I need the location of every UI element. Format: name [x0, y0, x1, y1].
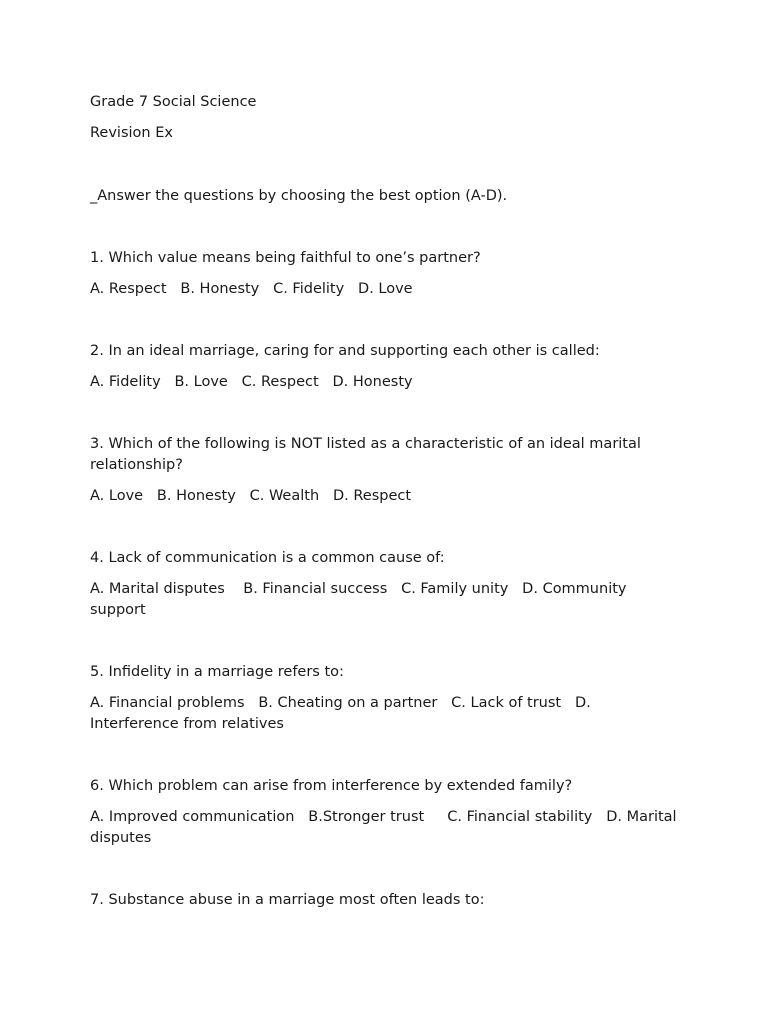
question-options: A. Fidelity B. Love C. Respect D. Honesty — [90, 374, 413, 390]
question-options: A. Marital disputes B. Financial success C. Family unity D. Community support — [90, 581, 632, 618]
question-4 — [90, 548, 680, 621]
grade-title: Grade 7 Social Science — [90, 94, 257, 110]
question-5 — [90, 662, 680, 735]
instruction-text: _Answer the questions by choosing the best option (A-D). — [90, 188, 508, 204]
revision-subtitle: Revision Ex — [90, 125, 173, 141]
question-text: 6. Which problem can arise from interference by extended family? — [90, 778, 573, 794]
document-page — [90, 92, 680, 911]
question-2 — [90, 341, 680, 393]
question-options: A. Respect B. Honesty C. Fidelity D. Love — [90, 281, 413, 297]
question-text: 3. Which of the following is NOT listed as a characteristic of an ideal marital relationship? — [90, 436, 646, 473]
question-options: A. Love B. Honesty C. Wealth D. Respect — [90, 488, 412, 504]
question-text: 2. In an ideal marriage, caring for and supporting each other is called: — [90, 343, 600, 359]
question-text: 5. Infidelity in a marriage refers to: — [90, 664, 344, 680]
question-text: 7. Substance abuse in a marriage most often leads to: — [90, 892, 485, 908]
question-3 — [90, 434, 680, 507]
question-7 — [90, 890, 680, 911]
question-text: 4. Lack of communication is a common cause of: — [90, 550, 445, 566]
question-options: A. Improved communication B.Stronger trust C. Financial stability D. Marital disputes — [90, 809, 682, 846]
question-text: 1. Which value means being faithful to one’s partner? — [90, 250, 481, 266]
question-1 — [90, 248, 680, 300]
question-options: A. Financial problems B. Cheating on a partner C. Lack of trust D. Interference from relatives — [90, 695, 596, 732]
question-6 — [90, 776, 680, 849]
